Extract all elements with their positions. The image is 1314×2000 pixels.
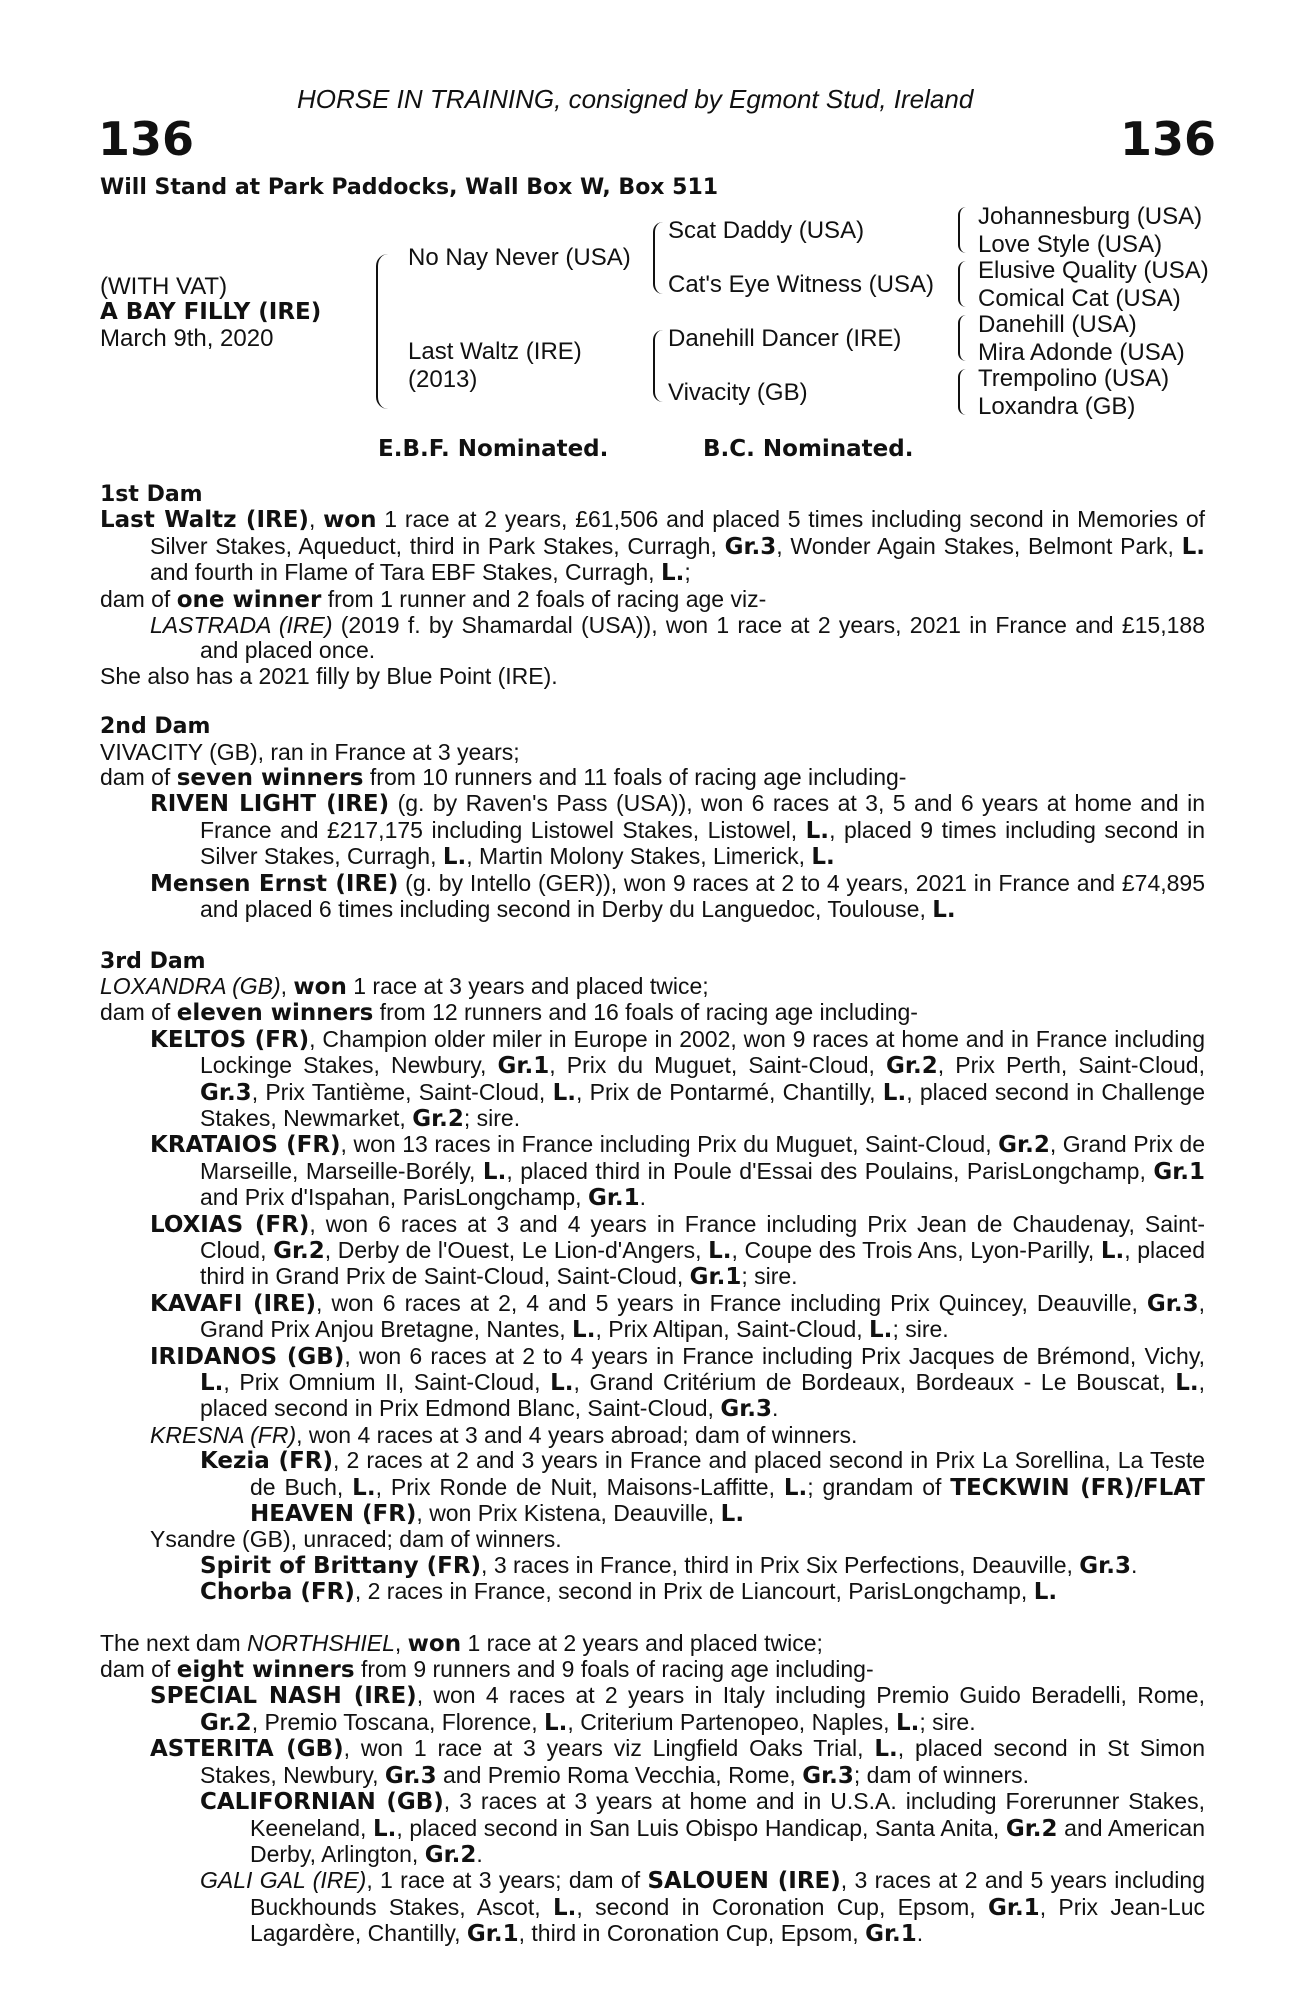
- pedigree-brace-sire: [653, 222, 663, 294]
- first-dam-section: [100, 507, 1205, 689]
- pedigree-brace-main: [376, 254, 388, 409]
- pedigree-paragraph: Chorba (FR), 2 races in France, second in Prix de Liancourt, ParisLongchamp, L.: [200, 1578, 1058, 1606]
- pedigree-paragraph: Last Waltz (IRE), won 1 race at 2 years, £61,506 and placed 5 times including second in Memories of Silver Stakes, Aqueduct, third in Park Stakes, Curragh, Gr.3, Wonder Again Stakes, Belmont Park, L. and fourth in Flame of Tara EBF Stakes, Curragh, L.;: [100, 506, 1206, 587]
- vat-note: (WITH VAT): [100, 273, 228, 300]
- pedigree-paragraph: dam of seven winners from 10 runners and 11 foals of racing age including-: [100, 764, 907, 792]
- pedigree-paragraph: RIVEN LIGHT (IRE) (g. by Raven's Pass (USA)), won 6 races at 3, 5 and 6 years at home and in France and £217,175 including Listowel Stakes, Listowel, L., placed 9 times including second in Silver Stakes, Curragh, L., Martin Molony Stakes, Limerick, L.: [150, 790, 1206, 871]
- third-dam-section: [100, 974, 1205, 1606]
- pedigree-g4-8: Loxandra (GB): [978, 393, 1136, 420]
- pedigree-g4-6: Mira Adonde (USA): [978, 339, 1185, 366]
- family-details: [100, 482, 1205, 1948]
- pedigree-paragraph: IRIDANOS (GB), won 6 races at 2 to 4 years in France including Prix Jacques de Brémond, Vichy, L., Prix Omnium II, Saint-Cloud, L., Grand Critérium de Bordeaux, Bordeaux - Le Bouscat, L., placed second in Prix Edmond Blanc, Saint-Cloud, Gr.3.: [150, 1342, 1205, 1423]
- pedigree-g4-1: Johannesburg (USA): [978, 203, 1203, 230]
- pedigree-paragraph: dam of one winner from 1 runner and 2 foals of racing age viz-: [100, 585, 767, 613]
- pedigree-paragraph: dam of eight winners from 9 runners and 9 foals of racing age including-: [100, 1656, 874, 1684]
- pedigree-g4-4: Comical Cat (USA): [978, 285, 1181, 312]
- pedigree-paragraph: KRATAIOS (FR), won 13 races in France including Prix du Muguet, Saint-Cloud, Gr.2, Grand Prix de Marseille, Marseille-Borély, L., placed third in Poule d'Essai des Poulains, ParisLongchamp, Gr.1 and Prix d'Ispahan, ParisLongchamp, Gr.1.: [150, 1131, 1205, 1212]
- pedigree-sire-dam: Cat's Eye Witness (USA): [668, 271, 934, 298]
- pedigree-paragraph: Spirit of Brittany (FR), 3 races in France, third in Prix Six Perfections, Deauville, Gr.3.: [200, 1551, 1138, 1579]
- pedigree-paragraph: LOXANDRA (GB), won 1 race at 3 years and placed twice;: [100, 972, 709, 1000]
- pedigree-paragraph: GALI GAL (IRE), 1 race at 3 years; dam of SALOUEN (IRE), 3 races at 2 and 5 years including Buckhounds Stakes, Ascot, L., second in Coronation Cup, Epsom, Gr.1, Prix Jean-Luc Lagardère, Chantilly, Gr.1, third in Coronation Cup, Epsom, Gr.1.: [200, 1867, 1206, 1948]
- catalogue-header: HORSE IN TRAINING, consigned by Egmont Stud, Ireland: [297, 84, 974, 114]
- pedigree-brace-g4-4: [958, 369, 966, 415]
- second-dam-heading: 2nd Dam: [100, 714, 211, 740]
- pedigree-g4-7: Trempolino (USA): [978, 365, 1170, 392]
- pedigree-paragraph: SPECIAL NASH (IRE), won 4 races at 2 years in Italy including Premio Guido Beradelli, Rome, Gr.2, Premio Toscana, Florence, L., Criterium Partenopeo, Naples, L.; sire.: [150, 1682, 1205, 1736]
- first-dam-heading: 1st Dam: [100, 482, 203, 507]
- pedigree-paragraph: She also has a 2021 filly by Blue Point (IRE).: [100, 662, 558, 689]
- pedigree-paragraph: The next dam NORTHSHIEL, won 1 race at 2 years and placed twice;: [100, 1629, 823, 1657]
- pedigree-paragraph: dam of eleven winners from 12 runners and 16 foals of racing age including-: [100, 999, 918, 1027]
- next-dam-section: [100, 1631, 1205, 1948]
- pedigree-dam-year: (2013): [408, 366, 478, 393]
- pedigree-paragraph: Ysandre (GB), unraced; dam of winners.: [150, 1526, 562, 1553]
- pedigree-paragraph: LOXIAS (FR), won 6 races at 3 and 4 years in France including Prix Jean de Chaudenay, Saint-Cloud, Gr.2, Derby de l'Ouest, Le Lion-d'Angers, L., Coupe des Trois Ans, Lyon-Parilly, L., placed third in Grand Prix de Saint-Cloud, Saint-Cloud, Gr.1; sire.: [150, 1210, 1206, 1291]
- pedigree-paragraph: LASTRADA (IRE) (2019 f. by Shamardal (USA)), won 1 race at 2 years, 2021 in France and £15,188 and placed once.: [150, 612, 1205, 664]
- pedigree-g4-3: Elusive Quality (USA): [978, 257, 1209, 284]
- pedigree-sire: No Nay Never (USA): [408, 244, 631, 271]
- pedigree-dam-dam: Vivacity (GB): [668, 379, 808, 406]
- ebf-nomination: E.B.F. Nominated.: [378, 436, 609, 462]
- pedigree-paragraph: KRESNA (FR), won 4 races at 3 and 4 years abroad; dam of winners.: [150, 1421, 858, 1448]
- pedigree-dam-sire: Danehill Dancer (IRE): [668, 325, 902, 352]
- pedigree-paragraph: VIVACITY (GB), ran in France at 3 years;: [100, 738, 520, 765]
- pedigree-dam: Last Waltz (IRE): [408, 338, 582, 365]
- horse-name: A BAY FILLY (IRE): [100, 299, 322, 325]
- third-dam-heading: 3rd Dam: [100, 948, 206, 974]
- stand-info: Will Stand at Park Paddocks, Wall Box W, Box 511: [100, 175, 719, 200]
- pedigree-g4-5: Danehill (USA): [978, 311, 1137, 338]
- pedigree-brace-dam: [653, 330, 663, 402]
- second-dam-section: [100, 740, 1205, 924]
- pedigree-paragraph: Kezia (FR), 2 races at 2 and 3 years in France and placed second in Prix La Sorellina, La Teste de Buch, L., Prix Ronde de Nuit, Maisons-Laffitte, L.; grandam of TECKWIN (FR)/FLAT HEAVEN (FR), won Prix Kistena, Deauville, L.: [200, 1447, 1205, 1528]
- foaling-date: March 9th, 2020: [100, 325, 274, 352]
- pedigree-paragraph: ASTERITA (GB), won 1 race at 3 years viz Lingfield Oaks Trial, L., placed second in St Simon Stakes, Newbury, Gr.3 and Premio Roma Vecchia, Rome, Gr.3; dam of winners.: [150, 1735, 1206, 1789]
- pedigree-g4-2: Love Style (USA): [978, 231, 1163, 258]
- pedigree-paragraph: KELTOS (FR), Champion older miler in Europe in 2002, won 9 races at home and in France including Lockinge Stakes, Newbury, Gr.1, Prix du Muguet, Saint-Cloud, Gr.2, Prix Perth, Saint-Cloud, Gr.3, Prix Tantième, Saint-Cloud, L., Prix de Pontarmé, Chantilly, L., placed second in Challenge Stakes, Newmarket, Gr.2; sire.: [150, 1025, 1206, 1132]
- pedigree-paragraph: KAVAFI (IRE), won 6 races at 2, 4 and 5 years in France including Prix Quincey, Deauville, Gr.3, Grand Prix Anjou Bretagne, Nantes, L., Prix Altipan, Saint-Cloud, L.; sire.: [150, 1289, 1205, 1344]
- pedigree-brace-g4-2: [958, 261, 966, 307]
- pedigree-paragraph: Mensen Ernst (IRE) (g. by Intello (GER)), won 9 races at 2 to 4 years, 2021 in France and £74,895 and placed 6 times including second in Derby du Languedoc, Toulouse, L.: [150, 869, 1206, 924]
- pedigree-brace-g4-3: [958, 315, 966, 361]
- bc-nomination: B.C. Nominated.: [703, 436, 914, 462]
- pedigree-brace-g4-1: [958, 207, 966, 253]
- lot-number-right: 136: [1120, 112, 1217, 166]
- pedigree-paragraph: CALIFORNIAN (GB), 3 races at 3 years at home and in U.S.A. including Forerunner Stakes, Keeneland, L., placed second in San Luis Obispo Handicap, Santa Anita, Gr.2 and American Derby, Arlington, Gr.2.: [200, 1788, 1205, 1868]
- lot-number-left: 136: [98, 112, 195, 166]
- pedigree-sire-sire: Scat Daddy (USA): [668, 217, 865, 244]
